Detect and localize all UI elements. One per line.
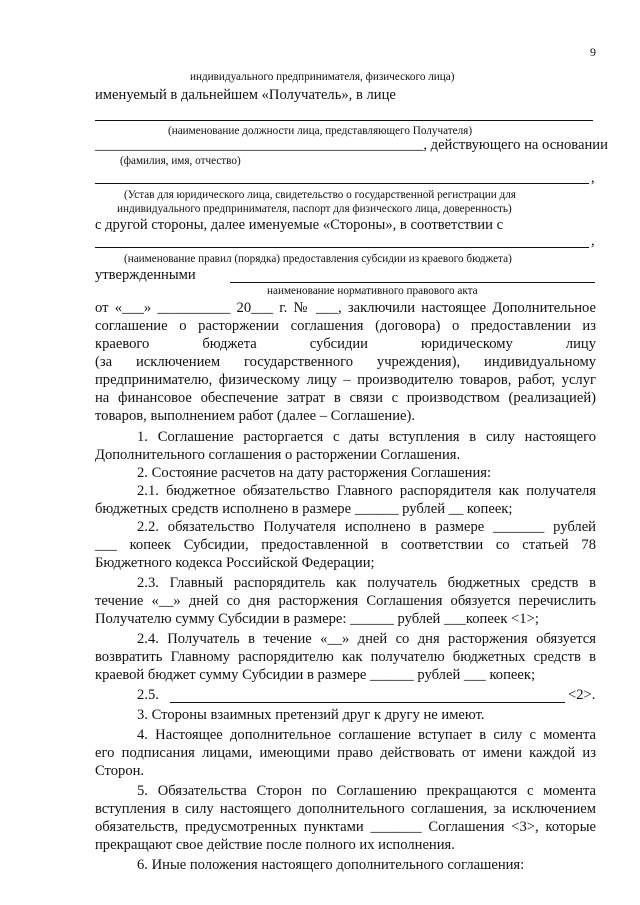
blank-rule — [95, 183, 589, 184]
paragraph-line: товаров, выполнением работ (далее – Соглашение). — [95, 408, 416, 424]
paragraph-line: его подписания лицами, имеющими право действовать от имени каждой из — [95, 745, 596, 761]
paragraph-line: краевой бюджет сумму Субсидии в размере ______ рублей ___ копеек; — [95, 667, 535, 683]
field-caption: индивидуального предпринимателя, паспорт для физического лица, доверенность) — [117, 203, 512, 215]
text-line: , — [591, 170, 595, 186]
paragraph-line: обязательств, предусмотренных пунктами _______ Соглашения <3>, которые — [95, 819, 596, 835]
paragraph-line: 2.5. — [137, 687, 159, 703]
paragraph-line: Сторон. — [95, 763, 145, 779]
paragraph-line: вступления в силу настоящего дополнительного соглашения, за исключением — [95, 801, 596, 817]
blank-rule — [170, 702, 565, 703]
text-line: индивидуального предпринимателя, физического лица) — [190, 71, 455, 83]
paragraph-line: 4. Настоящее дополнительное соглашение вступает в силу с момента — [137, 727, 596, 743]
field-caption: (Устав для юридического лица, свидетельство о государственной регистрации для — [124, 189, 516, 201]
page-number: 9 — [590, 45, 596, 59]
text-line: _____________________________________________, действующего на основании — [95, 137, 608, 153]
blank-rule — [95, 247, 589, 248]
paragraph-line: <2>. — [568, 687, 596, 703]
paragraph-line: Дополнительного соглашения о расторжении Соглашения. — [95, 447, 461, 463]
paragraph-line: прекращают свое действие после полного их исполнения. — [95, 837, 455, 853]
text-line: , — [591, 233, 595, 249]
paragraph-line: бюджетных средств исполнено в размере ______ рублей __ копеек; — [95, 501, 513, 517]
blank-rule — [95, 120, 593, 121]
paragraph-line: краевого бюджета субсидии юридическому лицу — [95, 336, 596, 352]
paragraph-line: ___ копеек Субсидии, предоставленной в соответствии со статьей 78 — [95, 537, 596, 553]
text-line: именуемый в дальнейшем «Получатель», в лице — [95, 87, 396, 103]
paragraph-line: 2. Состояние расчетов на дату расторжения Соглашения: — [137, 465, 492, 481]
paragraph-line: 6. Иные положения настоящего дополнительного соглашения: — [137, 857, 525, 873]
paragraph-line: 2.4. Получатель в течение «__» дней со дня расторжения обязуется — [137, 631, 596, 647]
text-line: с другой стороны, далее именуемые «Стороны», в соответствии с — [95, 217, 504, 233]
text-line: утвержденными — [95, 267, 196, 283]
paragraph-line: Получателю сумму Субсидии в размере: ______ рублей ___копеек <1>; — [95, 611, 539, 627]
paragraph-line: соглашение о расторжении соглашения (договора) о предоставлении из — [95, 318, 596, 334]
paragraph-line: Бюджетного кодекса Российской Федерации; — [95, 555, 375, 571]
paragraph-line: от «___» __________ 20___ г. № ___, заключили настоящее Дополнительное — [95, 300, 596, 316]
paragraph-line: 2.1. бюджетное обязательство Главного распорядителя как получателя — [137, 483, 596, 499]
field-caption: наименование нормативного правового акта — [267, 285, 478, 297]
blank-rule — [230, 282, 595, 283]
paragraph-line: 2.3. Главный распорядитель как получатель бюджетных средств в — [137, 575, 596, 591]
paragraph-line: 1. Соглашение расторгается с даты вступления в силу настоящего — [137, 429, 596, 445]
paragraph-line: 5. Обязательства Сторон по Соглашению прекращаются с момента — [137, 783, 596, 799]
paragraph-line: течение «__» дней со дня расторжения Соглашения обязуется перечислить — [95, 593, 596, 609]
paragraph-line: (за исключением государственного учреждения), индивидуальному — [95, 354, 596, 370]
field-caption: (наименование правил (порядка) предоставления субсидии из краевого бюджета) — [124, 253, 512, 265]
paragraph-line: 3. Стороны взаимных претензий друг к другу не имеют. — [137, 707, 485, 723]
paragraph-line: возвратить Главному распорядителю как получателю бюджетных средств в — [95, 649, 596, 665]
paragraph-line: 2.2. обязательство Получателя исполнено в размере _______ рублей — [137, 519, 596, 535]
paragraph-line: предпринимателю, физическому лицу – производителю товаров, работ, услуг — [95, 372, 596, 388]
field-caption: (наименование должности лица, представляющего Получателя) — [168, 125, 473, 137]
field-caption: (фамилия, имя, отчество) — [120, 155, 241, 167]
paragraph-line: на финансовое обеспечение затрат в связи с производством (реализацией) — [95, 390, 596, 406]
